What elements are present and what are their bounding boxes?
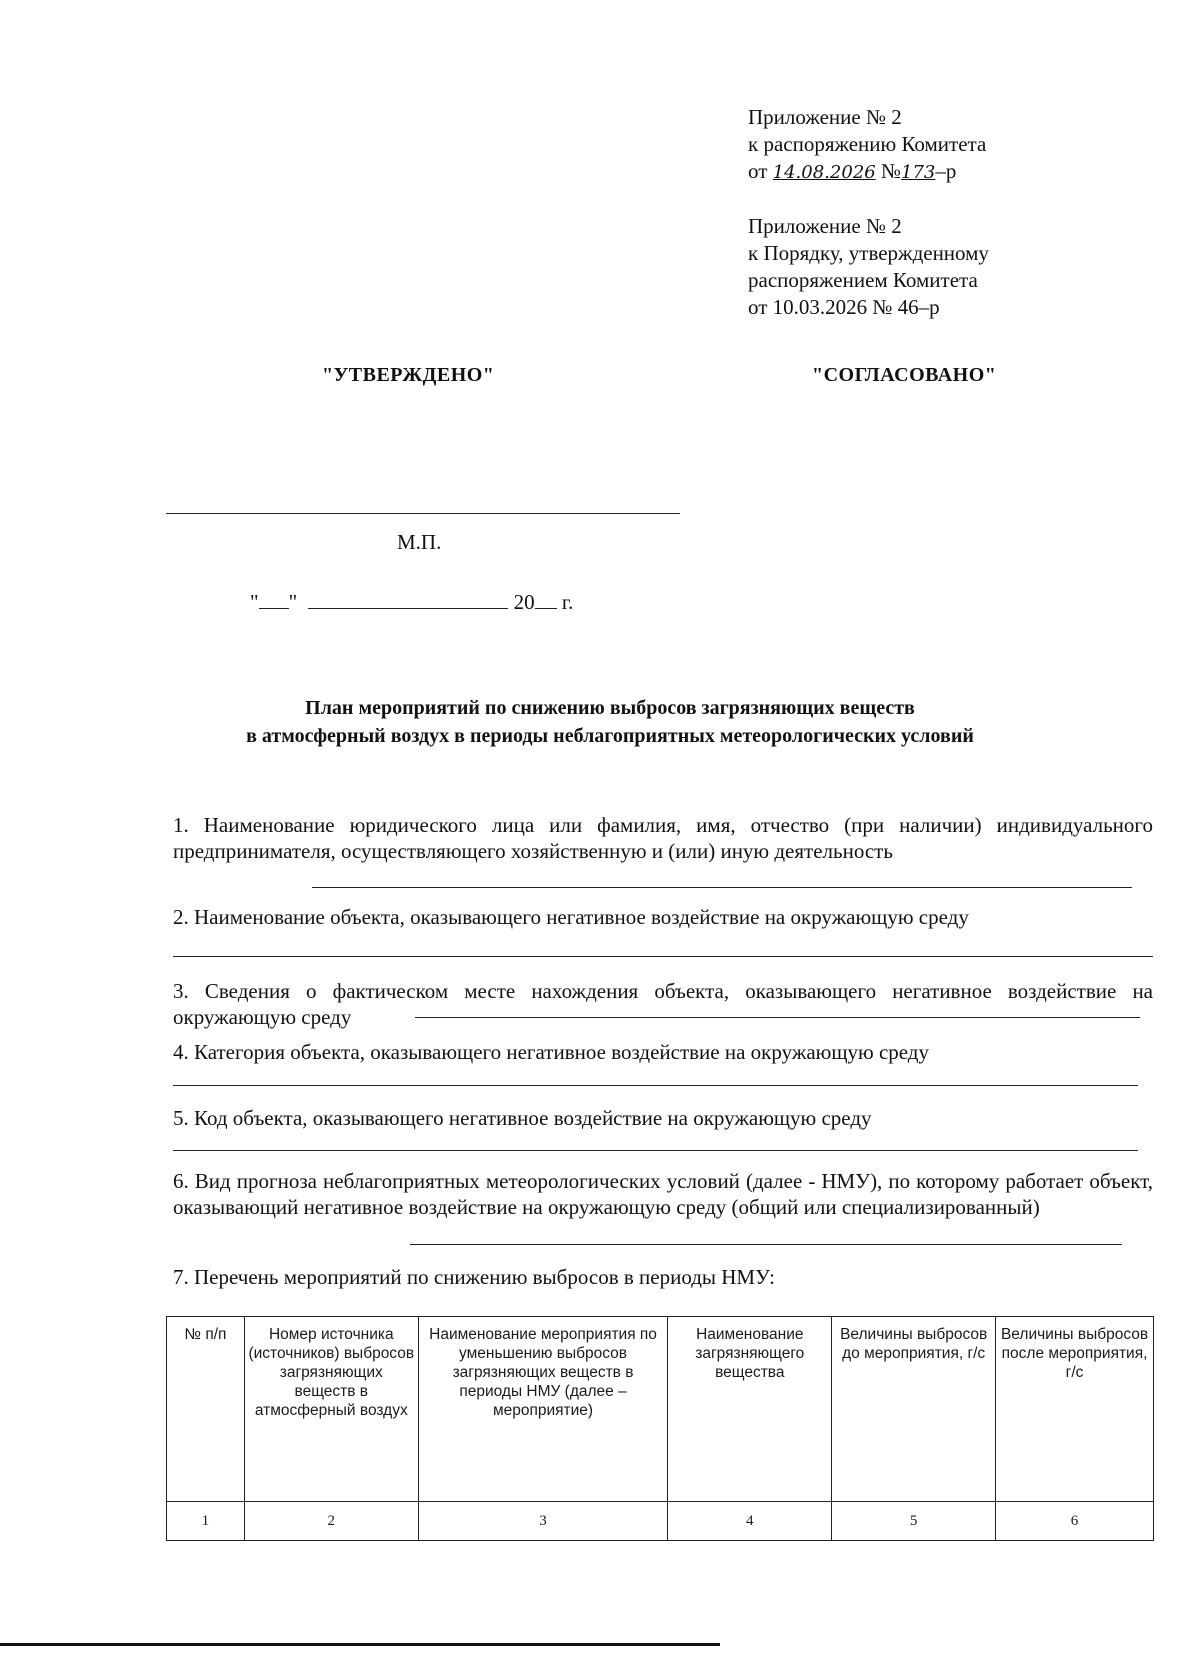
header-cell: Наименование загрязняющего вещества <box>668 1317 832 1502</box>
year-blank <box>535 608 557 609</box>
item-1-blank <box>312 887 1132 888</box>
item-5-blank <box>173 1150 1138 1151</box>
header-cell: № п/п <box>167 1317 245 1502</box>
item-object-code: 5. Код объекта, оказывающего негативное воздействие на окружающую среду <box>173 1106 872 1130</box>
appendix-order-ref: к распоряжению Комитета <box>748 132 987 156</box>
approved-label: "УТВЕРЖДЕНО" <box>322 364 495 386</box>
item-object-category: 4. Категория объекта, оказывающего негативное воздействие на окружающую среду <box>173 1040 929 1064</box>
page-bottom-rule <box>0 1643 720 1646</box>
column-number-cell: 3 <box>418 1502 668 1541</box>
appendix-header-order <box>748 104 986 186</box>
item-4-blank <box>173 1085 1138 1086</box>
item-object-location: 3. Сведения о фактическом месте нахождения объекта, оказывающего негативное воздействие на окружающую среду <box>173 979 1153 1029</box>
column-number-cell: 2 <box>244 1502 418 1541</box>
agreed-label: "СОГЛАСОВАНО" <box>812 364 997 386</box>
month-blank <box>308 608 508 609</box>
table-header-row <box>167 1317 1154 1502</box>
item-6-blank <box>410 1244 1122 1245</box>
seal-label: М.П. <box>397 530 442 554</box>
item-legal-entity: 1. Наименование юридического лица или фамилия, имя, отчество (при наличии) индивидуального предпринимателя, осуществляющего хозяйственную и (или) иную деятельность <box>173 813 1153 863</box>
column-number-cell: 4 <box>668 1502 832 1541</box>
procedure-ref-2: распоряжением Комитета <box>748 268 978 292</box>
header-cell: Наименование мероприятия по уменьшению выбросов загрязняющих веществ в периоды НМУ (далее – мероприятие) <box>418 1317 668 1502</box>
table-number-row <box>167 1502 1154 1541</box>
item-2-blank <box>173 956 1153 957</box>
appendix-header-procedure <box>748 213 989 321</box>
header-cell: Номер источника (источников) выбросов загрязняющих веществ в атмосферный воздух <box>244 1317 418 1502</box>
measures-table <box>166 1316 1154 1541</box>
handwritten-number: 173 <box>901 162 936 183</box>
procedure-ref-date: от 10.03.2026 № 46–р <box>748 295 940 319</box>
document-title: План мероприятий по снижению выбросов загрязняющих веществ в атмосферный воздух в периоды неблагоприятных метеорологических условий <box>246 697 974 747</box>
handwritten-date: 14.08.2026 <box>772 162 876 183</box>
procedure-ref: к Порядку, утвержденному <box>748 241 989 265</box>
column-number-cell: 6 <box>996 1502 1154 1541</box>
signature-line <box>166 513 680 514</box>
item-object-name: 2. Наименование объекта, оказывающего негативное воздействие на окружающую среду <box>173 905 969 929</box>
header-cell: Величины выбросов после мероприятия, г/с <box>996 1317 1154 1502</box>
approval-date-line: " " 20 г. <box>250 590 574 614</box>
appendix-title: Приложение № 2 <box>748 105 902 129</box>
header-cell: Величины выбросов до мероприятия, г/с <box>832 1317 996 1502</box>
column-number-cell: 5 <box>832 1502 996 1541</box>
item-measures-list: 7. Перечень мероприятий по снижению выбросов в периоды НМУ: <box>173 1265 775 1289</box>
day-blank <box>259 608 289 609</box>
item-3-blank <box>415 1017 1140 1018</box>
column-number-cell: 1 <box>167 1502 245 1541</box>
appendix-order-date-line: от 14.08.2026 №173–р <box>748 159 957 183</box>
item-forecast-type: 6. Вид прогноза неблагоприятных метеорологических условий (далее - НМУ), по которому работает объект, оказывающий негативное воздействие на окружающую среду (общий или специализированный) <box>173 1169 1153 1219</box>
appendix-title-2: Приложение № 2 <box>748 214 902 238</box>
